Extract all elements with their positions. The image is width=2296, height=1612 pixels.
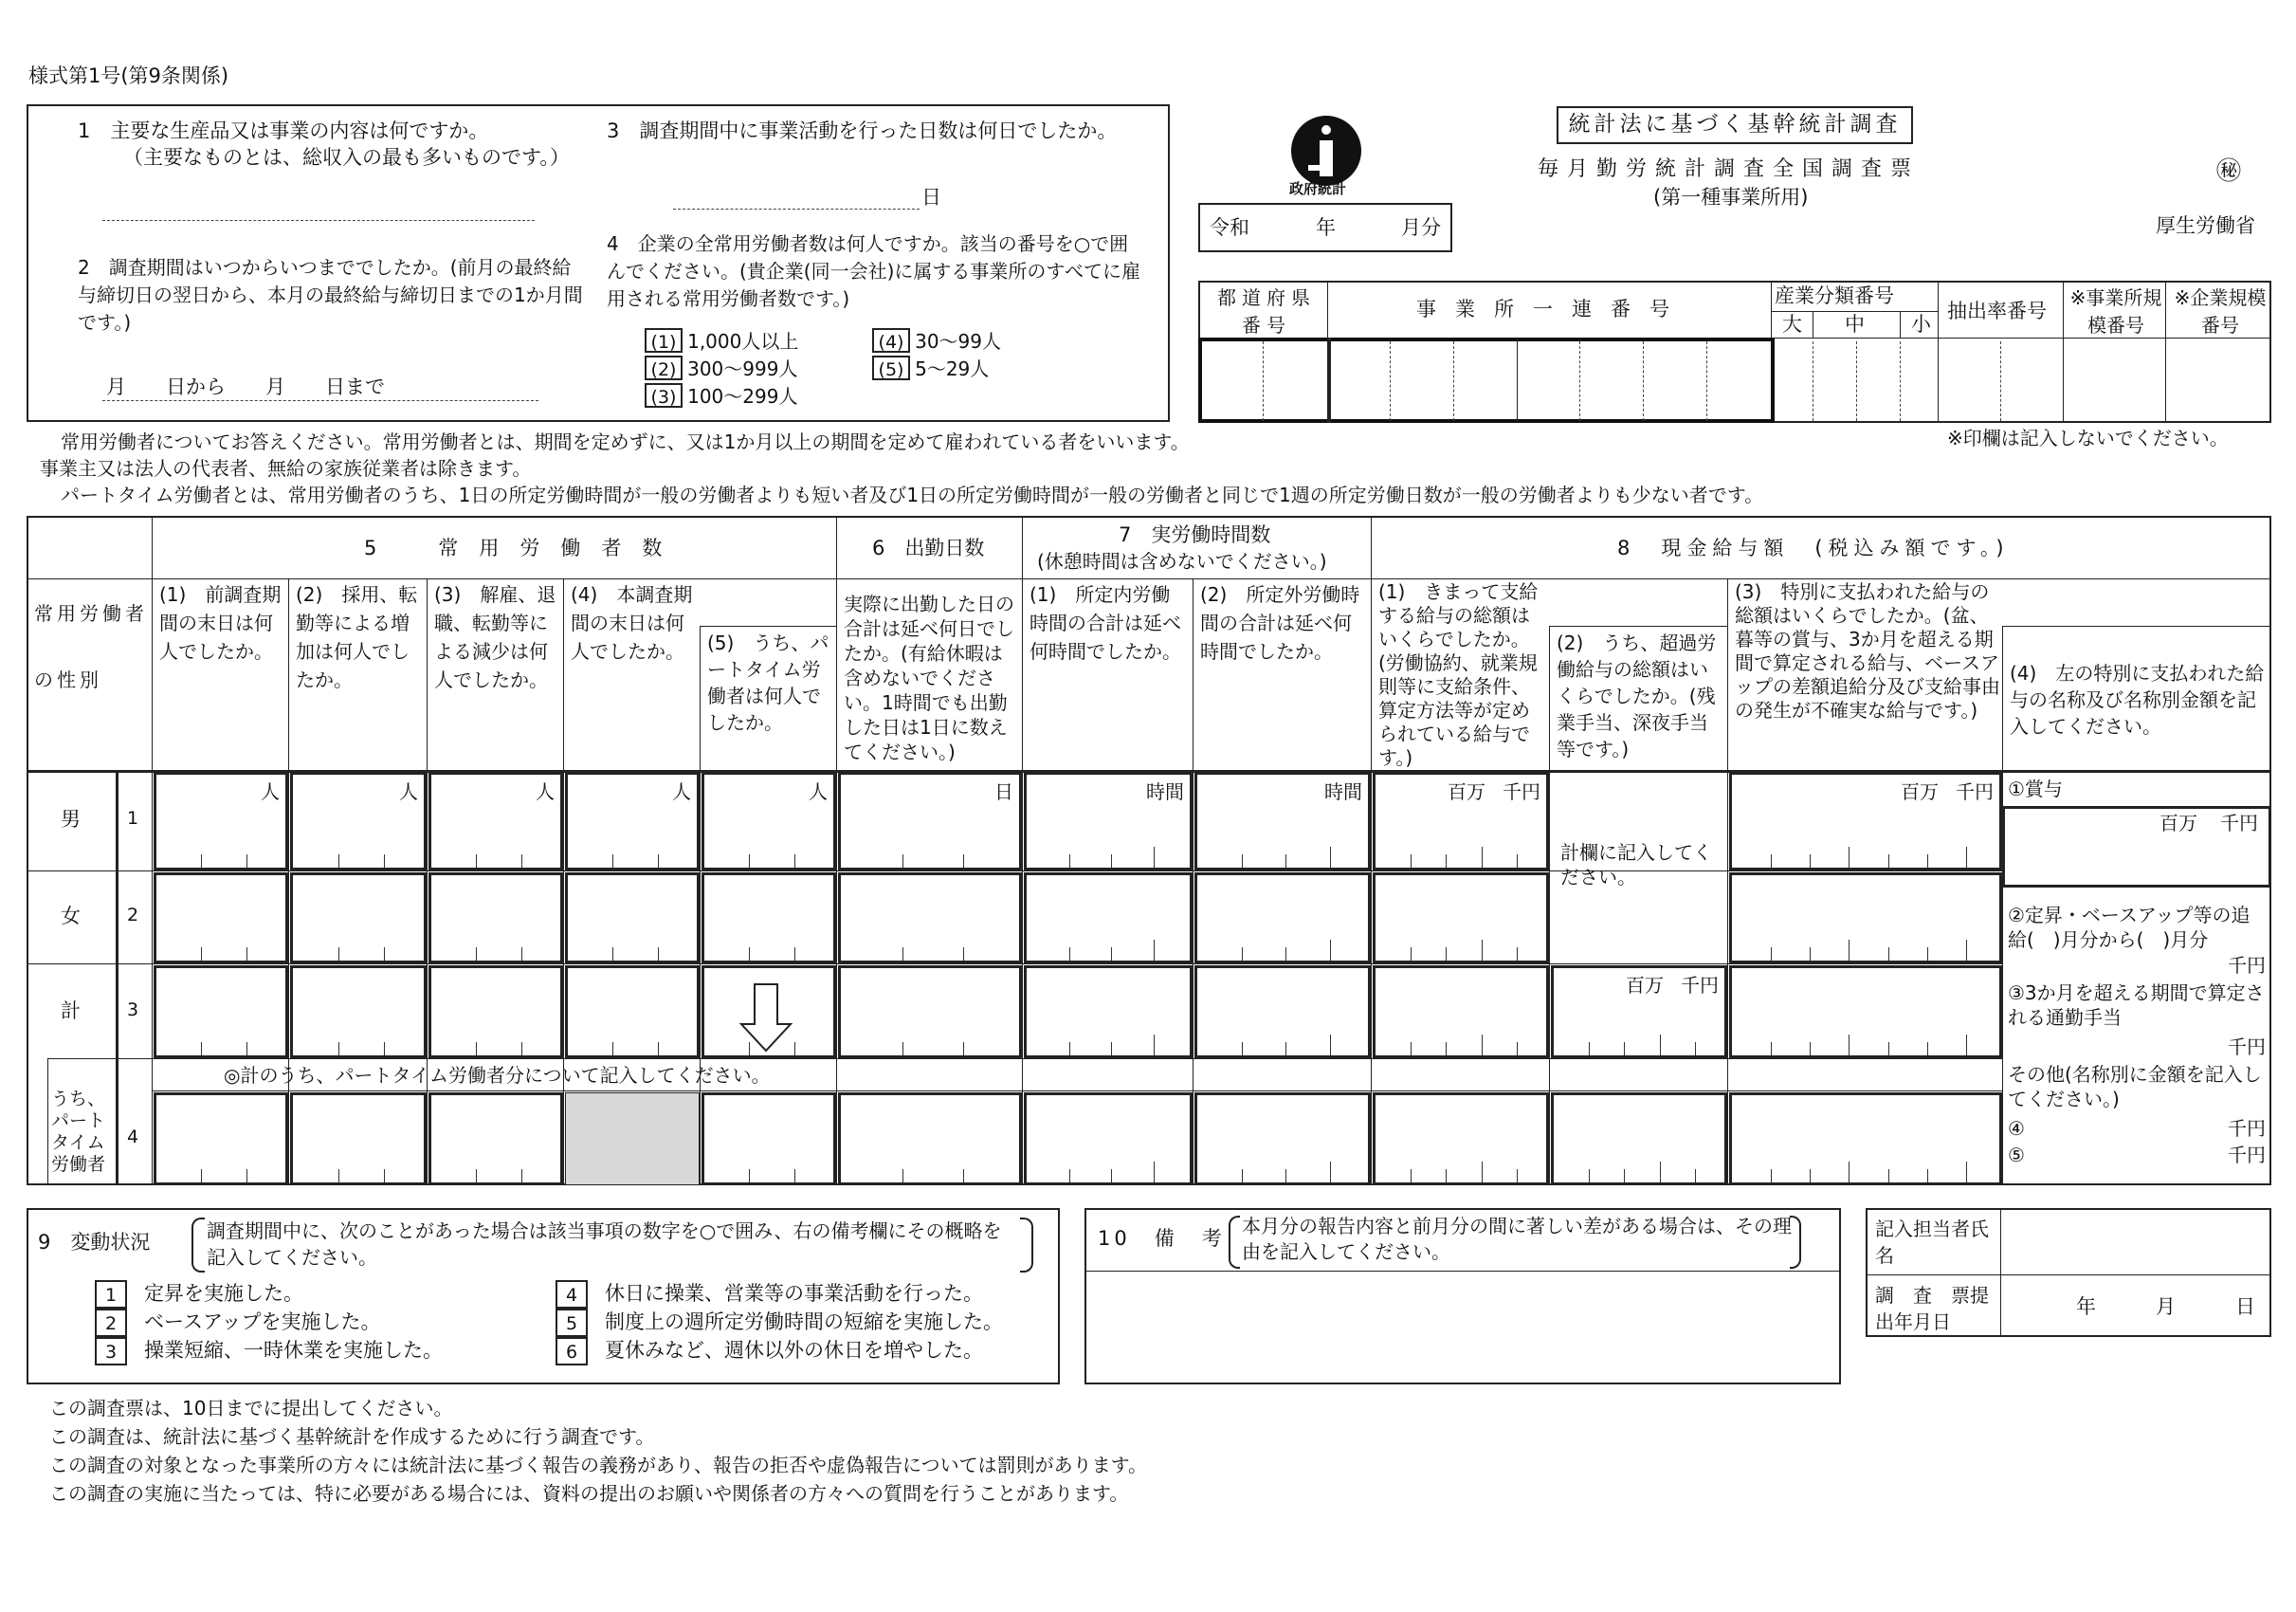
sec6-header: 6 出勤日数 xyxy=(872,537,985,559)
unit-mil: 百万 xyxy=(1448,780,1485,803)
digit-ticks xyxy=(431,845,560,868)
q4-option-4[interactable]: (4) 30～99人 xyxy=(872,326,1001,354)
q1-title: 1 主要な生産品又は事業の内容は何ですか。 xyxy=(78,119,489,142)
q4-option-5[interactable]: (5) 5～29人 xyxy=(872,354,989,381)
entry-cell[interactable] xyxy=(1373,872,1549,963)
entry-cell[interactable] xyxy=(1194,772,1371,870)
q4-option-2[interactable]: (2) 300～999人 xyxy=(645,354,797,381)
side-o4: ④ xyxy=(2008,1117,2025,1140)
digit-ticks xyxy=(431,1160,560,1182)
stat-law-label: 統計法に基づく基幹統計調査 xyxy=(1557,106,1913,144)
entry-cell[interactable] xyxy=(1551,965,1727,1058)
entry-cell[interactable] xyxy=(1024,872,1193,963)
q9-note: 調査期間中に、次のことがあった場合は該当事項の数字を○で囲み、右の備考欄にその概略を記入してください。 xyxy=(207,1219,1002,1269)
industry-dai: 大 xyxy=(1782,313,1802,336)
q2-fill[interactable]: 月 日から 月 日まで xyxy=(106,376,385,398)
entry-cell[interactable] xyxy=(428,1092,563,1185)
entry-cell[interactable] xyxy=(428,965,563,1058)
digit-ticks xyxy=(568,845,697,868)
c82-header: (2) うち、超過労働給与の総額はいくらでしたか。(残業手当、深夜手当等です。) xyxy=(1557,632,1717,760)
digit-ticks xyxy=(568,1033,697,1055)
reiwa-label: 令和 xyxy=(1210,216,1249,239)
entry-cell[interactable] xyxy=(838,772,1022,870)
footer-line-1: この調査票は、10日までに提出してください。 xyxy=(49,1397,453,1420)
entry-cell[interactable] xyxy=(154,1092,288,1185)
q3-answer-line[interactable] xyxy=(673,209,920,210)
row-male-label: 男 xyxy=(61,808,81,831)
digit-ticks xyxy=(1197,938,1368,961)
entry-cell[interactable] xyxy=(290,1092,427,1185)
digit-ticks xyxy=(1376,1033,1546,1055)
intro-part-time: パートタイム労働者とは、常用労働者のうち、1日の所定労働時間が一般の労働者よりも短い者及び1日の所定労働時間が一般の労働者と同じで1週の所定労働日数が一般の労働者よりも少ない者です。 xyxy=(61,484,1764,506)
c55-header: (5) うち、パートタイム労働者は何人でしたか。 xyxy=(707,632,829,734)
entry-cell[interactable] xyxy=(565,772,700,870)
entry-cell[interactable] xyxy=(1729,872,2002,963)
sign-date-field[interactable]: 年 月 日 xyxy=(2076,1295,2255,1318)
digit-ticks xyxy=(293,1160,424,1182)
entry-cell[interactable] xyxy=(1194,872,1371,963)
unit-label: 人 xyxy=(399,780,418,803)
q9-items-left xyxy=(95,1280,521,1365)
q10-title: 10 備 考 xyxy=(1098,1227,1226,1250)
digit-ticks xyxy=(568,938,697,961)
q4-option-1[interactable]: (1) 1,000人以上 xyxy=(645,326,798,354)
sec7-note: (休憩時間は含めないでください。) xyxy=(1037,550,1327,573)
entry-cell[interactable] xyxy=(565,872,700,963)
form-subtitle: (第一種事業所用) xyxy=(1653,186,1809,209)
c71-header: (1) 所定内労働時間の合計は延べ何時間でしたか。 xyxy=(1030,583,1181,663)
digit-ticks xyxy=(1554,1033,1724,1055)
entry-cell[interactable] xyxy=(1373,1092,1549,1185)
digit-ticks xyxy=(293,938,424,961)
digit-ticks xyxy=(841,845,1019,868)
digit-ticks xyxy=(1027,845,1190,868)
footer-notes xyxy=(49,1394,1147,1508)
unit-label: 日 xyxy=(994,780,1013,803)
digit-ticks xyxy=(1197,1160,1368,1182)
c52-header: (2) 採用、転勤等による増加は何人でしたか。 xyxy=(296,583,418,691)
estab-size-label: ※事業所規模番号 xyxy=(2069,286,2162,337)
row-total-label: 計 xyxy=(61,999,81,1022)
side-o5: ⑤ xyxy=(2008,1144,2025,1166)
digit-ticks xyxy=(156,1033,285,1055)
row-parttime-no: 4 xyxy=(127,1127,139,1147)
digit-ticks xyxy=(156,1160,285,1182)
c6-header: 実際に出勤した日の合計は延べ何日でしたか。(有給休暇は含めないでください。1時間でも出勤した日は1日に数えてください。) xyxy=(844,593,1014,763)
entry-cell[interactable] xyxy=(1729,965,2002,1058)
entry-cell[interactable] xyxy=(154,965,288,1058)
entry-cell[interactable] xyxy=(1194,965,1371,1058)
form-title: 毎月勤労統計調査全国調査票 xyxy=(1538,157,1921,181)
entry-cell[interactable] xyxy=(838,965,1022,1058)
digit-ticks xyxy=(1197,845,1368,868)
q9-title: 9 変動状況 xyxy=(38,1231,151,1254)
side-commute: ③3か月を超える期間で算定される通勤手当 xyxy=(2008,981,2265,1029)
entry-cell[interactable] xyxy=(290,772,427,870)
parttime-note: ◎計のうち、パートタイム労働者分について記入してください。 xyxy=(224,1064,771,1087)
q4-options xyxy=(645,326,1090,412)
unit-thou: 千円 xyxy=(1503,780,1540,803)
industry-sho: 小 xyxy=(1911,313,1931,336)
entry-cell[interactable] xyxy=(702,872,836,963)
side-other: その他(名称別に金額を記入してください。) xyxy=(2008,1063,2262,1110)
q3-unit: 日 xyxy=(921,186,941,209)
side-retro: ②定昇・ベースアップ等の追給( )月分から( )月分 xyxy=(2008,904,2250,951)
entry-cell[interactable] xyxy=(1024,965,1193,1058)
entry-cell[interactable] xyxy=(154,872,288,963)
code-entry-thick[interactable] xyxy=(1198,338,1775,423)
digit-ticks xyxy=(1376,938,1546,961)
digit-ticks xyxy=(1554,1160,1724,1182)
unit-label: 人 xyxy=(809,780,828,803)
sign-person-field[interactable] xyxy=(2002,1210,2269,1273)
unit-label: 時間 xyxy=(1324,780,1362,803)
entry-cell[interactable] xyxy=(838,1092,1022,1185)
q1-answer-line[interactable] xyxy=(102,220,535,221)
o5-thou-unit: 千円 xyxy=(2228,1144,2266,1166)
industry-code-label: 産業分類番号 xyxy=(1775,284,1894,307)
unit-label: 時間 xyxy=(1146,780,1184,803)
q10-note: 本月分の報告内容と前月分の間に著しい差がある場合は、その理由を記入してください。 xyxy=(1242,1215,1792,1263)
side-bonus: ①賞与 xyxy=(2008,778,2063,800)
entry-cell[interactable] xyxy=(1194,1092,1371,1185)
q9-item-6[interactable]: 6 夏休みなど、週休以外の休日を増やした。 xyxy=(556,1337,1048,1365)
c72-header: (2) 所定外労働時間の合計は延べ何時間でしたか。 xyxy=(1200,583,1360,663)
sec8-header: 8 現金給与額 (税込み額です。) xyxy=(1617,537,2010,559)
c53-header: (3) 解雇、退職、転勤等による減少は何人でしたか。 xyxy=(434,583,556,691)
q4-option-3[interactable]: (3) 100～299人 xyxy=(645,381,797,409)
retro-thou-unit: 千円 xyxy=(2228,954,2266,977)
digit-ticks xyxy=(293,845,424,868)
footer-line-3: この調査の対象となった事業所の方々には統計法に基づく報告の義務があり、報告の拒否や虚偽報告については罰則があります。 xyxy=(49,1454,1147,1476)
digit-ticks xyxy=(1376,1160,1546,1182)
entry-cell[interactable] xyxy=(1729,1092,2002,1185)
disabled-cell xyxy=(565,1092,700,1185)
entry-cell[interactable] xyxy=(702,1092,836,1185)
entry-cell[interactable] xyxy=(290,872,427,963)
digit-ticks xyxy=(156,938,285,961)
sign-person-label: 記入担当者氏 名 xyxy=(1875,1218,2027,1267)
code-note: ※印欄は記入しないでください。 xyxy=(1947,427,2229,449)
q4-title: 4 企業の全常用労働者数は何人ですか。該当の番号を○で囲んでください。(貴企業(同一会社)に属する事業所のすべてに雇用される常用労働者数です。) xyxy=(607,232,1141,310)
row-female-label: 女 xyxy=(61,905,81,927)
row-female-no: 2 xyxy=(127,905,139,925)
sex-header: 常用労働者の性別 xyxy=(34,602,148,691)
unit-mil: 百万 xyxy=(1901,780,1939,803)
row-parttime-label: うち、パートタイム労働者 xyxy=(51,1089,106,1175)
digit-ticks xyxy=(1027,938,1190,961)
pref-code-label: 都道府県番号 xyxy=(1217,286,1316,337)
sec5-header: 5 常用労働者数 xyxy=(364,537,683,559)
digit-ticks xyxy=(1732,845,1999,868)
entry-cell[interactable] xyxy=(154,772,288,870)
q2-title: 2 調査期間はいつからいつまででしたか。(前月の最終給与締切日の翌日から、本月の最終給与締切日までの1か月間です。) xyxy=(78,256,583,334)
row-male-no: 1 xyxy=(127,808,139,829)
sign-date-label: 調 査 票提出年月日 xyxy=(1875,1284,1989,1333)
kei-note: 計欄に記入してください。 xyxy=(1560,841,1712,888)
q9-item-4[interactable]: 4 休日に操業、営業等の事業活動を行った。 xyxy=(556,1280,1048,1309)
logo-text: 政府統計 xyxy=(1289,180,1347,197)
entry-cell[interactable] xyxy=(565,965,700,1058)
q9-item-3[interactable]: 3 操業短縮、一時休業を実施した。 xyxy=(95,1337,521,1365)
sec7-header: 7 実労働時間数 xyxy=(1119,523,1271,546)
q3-title: 3 調査期間中に事業活動を行った日数は何日でしたか。 xyxy=(607,119,1118,142)
q2-answer-line xyxy=(102,400,538,401)
digit-ticks xyxy=(704,938,833,961)
digit-ticks xyxy=(841,1160,1019,1182)
industry-chu: 中 xyxy=(1845,313,1865,336)
entry-cell[interactable] xyxy=(1024,772,1193,870)
commute-thou-unit: 千円 xyxy=(2228,1035,2266,1058)
digit-ticks xyxy=(293,1033,424,1055)
q9-item-5[interactable]: 5 制度上の週所定労働時間の短縮を実施した。 xyxy=(556,1309,1048,1337)
footer-line-2: この調査は、統計法に基づく基幹統計を作成するために行う調査です。 xyxy=(49,1425,655,1448)
entry-cell[interactable] xyxy=(1729,772,2002,870)
sampling-rate-label: 抽出率番号 xyxy=(1947,300,2047,322)
entry-cell[interactable] xyxy=(1373,965,1549,1058)
entry-cell[interactable] xyxy=(1373,772,1549,870)
entry-cell[interactable] xyxy=(428,772,563,870)
digit-ticks xyxy=(1732,1160,1999,1182)
ent-size-label: ※企業規模番号 xyxy=(2174,286,2267,337)
intro-regular-workers: 常用労働者についてお答えください。常用労働者とは、期間を定めずに、又は1か月以上の期間を定めて雇われている者をいいます。事業主又は法人の代表者、無給の家族従業者は除きます。 xyxy=(40,430,1190,480)
digit-ticks xyxy=(1732,938,1999,961)
o4-thou-unit: 千円 xyxy=(2228,1117,2266,1140)
digit-ticks xyxy=(704,845,833,868)
unit-label: 人 xyxy=(261,780,280,803)
confidential-mark: ㊙ xyxy=(2216,157,2242,186)
q9-item-1[interactable]: 1 定昇を実施した。 xyxy=(95,1280,521,1309)
arrow-down-icon xyxy=(738,982,794,1054)
entry-cell[interactable] xyxy=(290,965,427,1058)
year-label: 年 xyxy=(1316,216,1336,239)
digit-ticks xyxy=(704,1160,833,1182)
entry-cell[interactable] xyxy=(1024,1092,1193,1185)
q9-items-right xyxy=(556,1280,1048,1365)
c83-header: (3) 特別に支払われた給与の総額はいくらでしたか。(盆、暮等の賞与、3か月を超える期間で算定される給与、ベースアップの差額追給分及び支給事由の発生が不確実な給与です。) xyxy=(1735,580,2000,722)
bonus-thou-unit: 千円 xyxy=(2220,812,2258,834)
entry-cell[interactable] xyxy=(702,772,836,870)
unit-mil: 百万 xyxy=(1626,974,1664,997)
digit-ticks xyxy=(1027,1160,1190,1182)
digit-ticks xyxy=(1197,1033,1368,1055)
digit-ticks xyxy=(841,938,1019,961)
entry-cell[interactable] xyxy=(428,872,563,963)
c54-header: (4) 本調査期間の末日は何人でしたか。 xyxy=(571,583,693,663)
footer-line-4: この調査の実施に当たっては、特に必要がある場合には、資料の提出のお願いや関係者の方々への質問を行うことがあります。 xyxy=(49,1482,1129,1505)
digit-ticks xyxy=(1732,1033,1999,1055)
form-id: 様式第1号(第9条関係) xyxy=(28,64,229,87)
unit-thou: 千円 xyxy=(1681,974,1719,997)
bonus-mil-unit: 百万 xyxy=(2159,812,2197,834)
q9-item-2[interactable]: 2 ベースアップを実施した。 xyxy=(95,1309,521,1337)
digit-ticks xyxy=(841,1033,1019,1055)
row-total-no: 3 xyxy=(127,999,139,1020)
ministry-name: 厚生労働省 xyxy=(2156,214,2255,237)
unit-label: 人 xyxy=(536,780,555,803)
digit-ticks xyxy=(431,938,560,961)
month-label: 月分 xyxy=(1401,216,1441,239)
c51-header: (1) 前調査期間の末日は何人でしたか。 xyxy=(159,583,282,663)
serial-no-label: 事業所一連番号 xyxy=(1416,298,1688,321)
unit-label: 人 xyxy=(672,780,691,803)
digit-ticks xyxy=(431,1033,560,1055)
digit-ticks xyxy=(156,845,285,868)
digit-ticks xyxy=(1027,1033,1190,1055)
entry-cell[interactable] xyxy=(838,872,1022,963)
q1-note: （主要なものとは、総収入の最も多いものです。） xyxy=(123,146,570,169)
unit-thou: 千円 xyxy=(1956,780,1994,803)
government-statistics-logo xyxy=(1291,116,1361,186)
c84-header: (4) 左の特別に支払われた給与の名称及び名称別金額を記入してください。 xyxy=(2010,662,2265,738)
digit-ticks xyxy=(1376,845,1546,868)
c81-header: (1) きまって支給する給与の総額はいくらでしたか。(労働協約、就業規則等に支給条件、算定方法等が定められている給与です。) xyxy=(1378,580,1539,769)
entry-cell[interactable] xyxy=(1551,1092,1727,1185)
